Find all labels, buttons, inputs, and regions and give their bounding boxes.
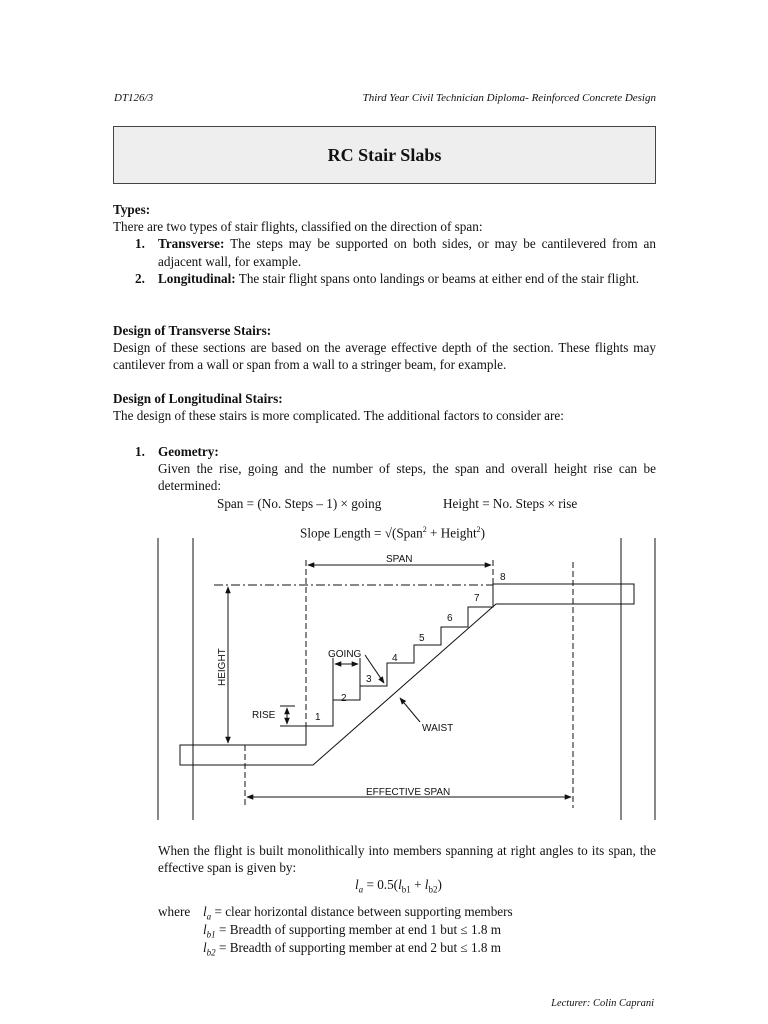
def-text: = Breadth of supporting member at end 1 but ≤ 1.8 m (215, 922, 502, 937)
step-number: 8 (500, 572, 506, 583)
page-title: RC Stair Slabs (327, 144, 442, 165)
def-var: l (203, 940, 207, 955)
where-def-b2 (203, 939, 501, 962)
eq-sub: b2 (428, 884, 438, 895)
eq-sub: b1 (401, 884, 411, 895)
eq-span: Span = (No. Steps – 1) × going (217, 496, 382, 511)
step-number: 7 (474, 593, 480, 604)
eq-slope-part: + Height (426, 525, 477, 541)
transverse-body: Design of these sections are based on the average effective depth of the section. These flights may cantilever from a wall or span from a wall to a stringer beam, for example. (113, 340, 656, 373)
waist-label: WAIST (422, 723, 454, 734)
eq-var: l (355, 877, 359, 892)
list-number: 2. (135, 270, 145, 286)
longitudinal-body: The design of these stairs is more complicated. The additional factors to consider are: (113, 408, 564, 424)
eq-slope-part: ) (480, 525, 486, 541)
eq-var: l (398, 877, 402, 892)
list-term: Transverse: (158, 236, 225, 252)
eq-part: = 0.5( (363, 877, 399, 892)
going-label: GOING (328, 649, 362, 660)
eq-part: ) (437, 877, 442, 892)
waist-leader (400, 698, 420, 722)
types-intro: There are two types of stair flights, classified on the direction of span: (113, 219, 483, 235)
effective-span-equation (355, 876, 442, 899)
def-sub: b1 (206, 929, 216, 940)
list-number: 1. (135, 236, 145, 252)
effective-span-label: EFFECTIVE SPAN (366, 787, 451, 798)
def-sub: a (206, 911, 212, 922)
step-number: 3 (366, 674, 372, 685)
list-desc: The steps may be supported on both sides, or may be cantilevered from an adjacent wall, for example. (158, 236, 656, 269)
height-label: HEIGHT (217, 648, 228, 686)
geometry-heading: Geometry: (158, 444, 219, 459)
stair-slab (180, 584, 634, 765)
list-desc: The stair flight spans onto landings or beams at either end of the stair flight. (235, 270, 640, 286)
def-text: = Breadth of supporting member at end 2 but ≤ 1.8 m (215, 940, 502, 955)
eq-height: Height = No. Steps × rise (443, 496, 578, 511)
eq-part: + (410, 877, 425, 892)
types-heading: Types: (113, 202, 151, 217)
header-course: Third Year Civil Technician Diploma- Reinforced Concrete Design (362, 92, 656, 104)
superscript: 2 (422, 525, 427, 534)
def-var: l (203, 904, 207, 919)
where-word: where (158, 904, 191, 919)
span-label: SPAN (386, 554, 413, 565)
geometry-body: Given the rise, going and the number of steps, the span and overall height rise can be determined: (158, 461, 656, 494)
footer-lecturer: Lecturer: Colin Caprani (551, 998, 654, 1009)
eq-sub: a (358, 884, 364, 895)
step-number: 2 (341, 693, 347, 704)
def-var: l (203, 922, 207, 937)
step-number: 1 (315, 712, 321, 723)
superscript: 2 (476, 525, 481, 534)
transverse-heading: Design of Transverse Stairs: (113, 323, 272, 338)
eq-slope-part: Slope Length = √(Span (300, 525, 423, 541)
list-term: Longitudinal: (158, 270, 236, 286)
step-number: 6 (447, 613, 453, 624)
longitudinal-heading: Design of Longitudinal Stairs: (113, 391, 283, 406)
header-code: DT126/3 (114, 92, 154, 104)
step-number: 5 (419, 633, 425, 644)
rise-label: RISE (252, 710, 276, 721)
effective-span-body: When the flight is built monolithically into members spanning at right angles to its span, the effective span is given by: (158, 843, 656, 876)
list-number: 1. (135, 444, 145, 459)
def-text: = clear horizontal distance between supporting members (211, 904, 513, 919)
step-number: 4 (392, 653, 398, 664)
def-sub: b2 (206, 947, 216, 958)
eq-var: l (424, 877, 429, 892)
